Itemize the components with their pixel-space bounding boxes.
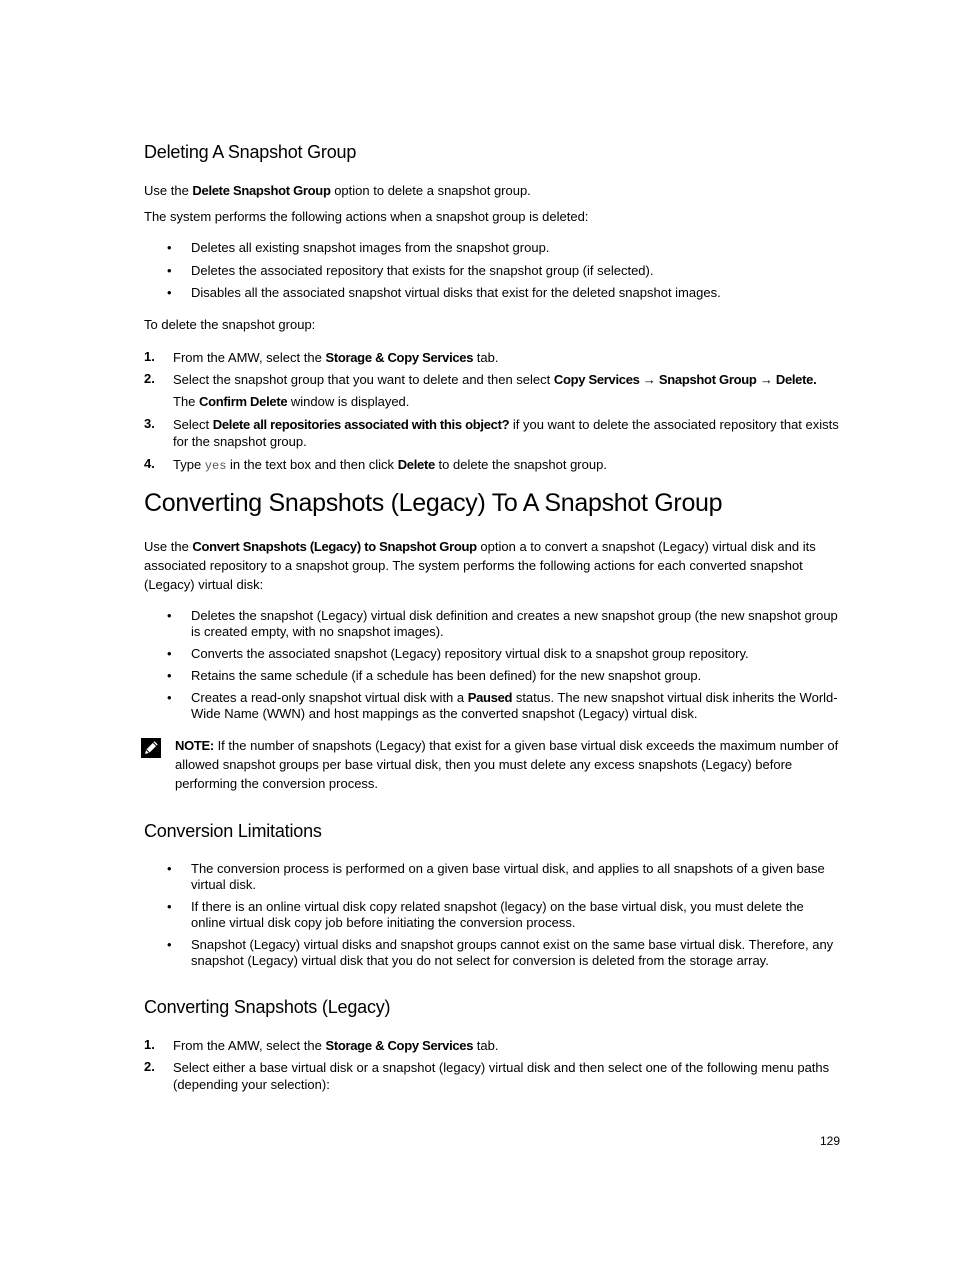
list-item: Retains the same schedule (if a schedule has been defined) for the new snapshot group. xyxy=(191,668,702,683)
bullet-glyph: • xyxy=(167,690,172,705)
step-number: 3. xyxy=(144,416,155,431)
section-heading-conversion-limitations: Conversion Limitations xyxy=(144,821,322,841)
step-number: 2. xyxy=(144,1059,155,1074)
list-item: If there is an online virtual disk copy related snapshot (legacy) on the base virtual disk, you must delete the online virtual disk copy job before initiating the conversion process. xyxy=(191,899,804,930)
list-item: Disables all the associated snapshot virtual disks that exist for the deleted snapshot images. xyxy=(191,285,721,300)
step-text: Type yes in the text box and then click Delete to delete the snapshot group. xyxy=(173,457,607,473)
bullet-glyph: • xyxy=(167,861,172,876)
bullet-glyph: • xyxy=(167,608,172,623)
step-text: Select Delete all repositories associated with this object? if you want to delete the associated repository that exists for the snapshot group. xyxy=(173,417,839,449)
step-text: From the AMW, select the Storage & Copy Services tab. xyxy=(173,350,499,365)
code-text: yes xyxy=(204,459,227,473)
paragraph-convert-intro: Use the Convert Snapshots (Legacy) to Snapshot Group option a to convert a snapshot (Legacy) virtual disk and its associated repository to a snapshot group. The system performs the following actions for each converted snapshot (Legacy) virtual disk: xyxy=(144,539,816,592)
step-text: From the AMW, select the Storage & Copy Services tab. xyxy=(173,1038,499,1053)
list-item: The conversion process is performed on a given base virtual disk, and applies to all snapshots of a given base virtual disk. xyxy=(191,861,825,892)
step-text: Select the snapshot group that you want to delete and then select Copy Services → Snapshot Group → Delete. xyxy=(173,372,817,387)
paragraph-intro: Use the Delete Snapshot Group option to delete a snapshot group. xyxy=(144,183,531,198)
bullet-glyph: • xyxy=(167,263,172,278)
step-text: Select either a base virtual disk or a snapshot (legacy) virtual disk and then select one of the following menu paths (depending your selection): xyxy=(173,1060,830,1092)
list-item: Deletes the snapshot (Legacy) virtual disk definition and creates a new snapshot group (the new snapshot group is created empty, with no snapshot images). xyxy=(191,608,838,639)
section-heading-converting-snapshots-legacy: Converting Snapshots (Legacy) xyxy=(144,997,391,1017)
note-paragraph: NOTE: If the number of snapshots (Legacy) that exist for a given base virtual disk exceeds the maximum number of allowed snapshot groups per base virtual disk, then you must delete any excess snapshots (Legacy) before performing the conversion process. xyxy=(175,738,839,791)
bullet-glyph: • xyxy=(167,240,172,255)
step-number: 4. xyxy=(144,456,155,471)
step-number: 2. xyxy=(144,371,155,386)
note-pencil-icon xyxy=(140,737,162,759)
bullet-glyph: • xyxy=(167,937,172,952)
ui-term: Delete Snapshot Group xyxy=(192,183,331,198)
bullet-glyph: • xyxy=(167,285,172,300)
bullet-glyph: • xyxy=(167,899,172,914)
list-item: Snapshot (Legacy) virtual disks and snapshot groups cannot exist on the same base virtual disk. Therefore, any snapshot (Legacy) virtual disk that you do not select for conversion is deleted from the storage array. xyxy=(191,937,834,968)
list-item: Converts the associated snapshot (Legacy) repository virtual disk to a snapshot group repository. xyxy=(191,646,749,661)
list-item: Creates a read-only snapshot virtual disk with a Paused status. The new snapshot virtual disk inherits the World-Wide Name (WWN) and host mappings as the converted snapshot (Legacy) virtual disk. xyxy=(191,690,838,721)
page-number: 129 xyxy=(819,1134,840,1148)
step-number: 1. xyxy=(144,349,155,364)
bullet-glyph: • xyxy=(167,668,172,683)
section-heading-deleting-snapshot-group: Deleting A Snapshot Group xyxy=(144,142,357,162)
list-item: Deletes all existing snapshot images from the snapshot group. xyxy=(191,240,550,255)
bullet-glyph: • xyxy=(167,646,172,661)
step-subtext: The Confirm Delete window is displayed. xyxy=(173,394,410,409)
paragraph-actions-intro: The system performs the following actions when a snapshot group is deleted: xyxy=(144,209,589,224)
list-item: Deletes the associated repository that exists for the snapshot group (if selected). xyxy=(191,263,654,278)
section-heading-converting-snapshots-to-group: Converting Snapshots (Legacy) To A Snapshot Group xyxy=(144,489,723,517)
note-label: NOTE: xyxy=(175,738,214,753)
paragraph-steps-intro: To delete the snapshot group: xyxy=(144,317,316,332)
step-number: 1. xyxy=(144,1037,155,1052)
